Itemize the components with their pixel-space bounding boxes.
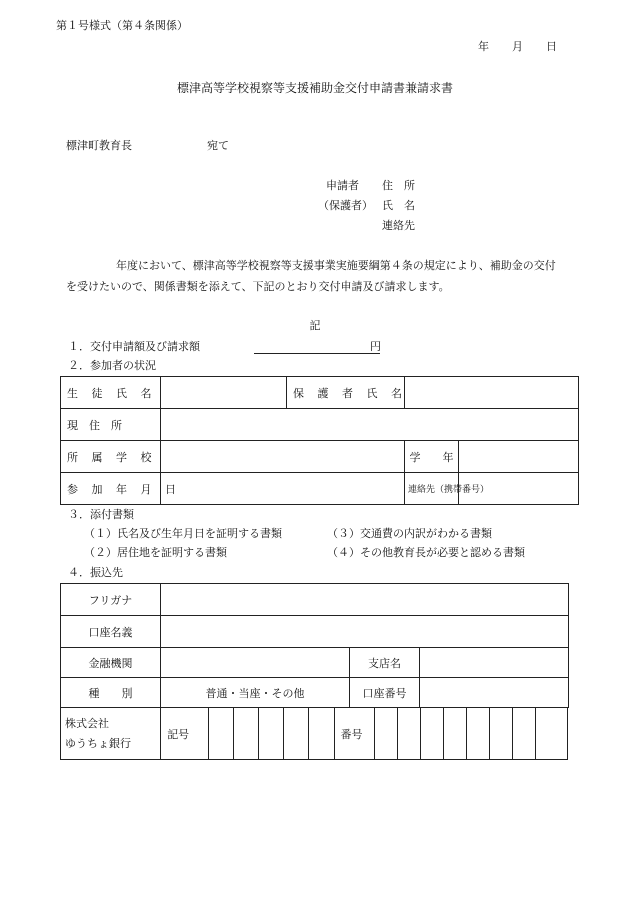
symbol-digit[interactable] (259, 708, 284, 760)
school-field[interactable] (161, 441, 405, 473)
document-title: 標津高等学校視察等支援補助金交付申請書兼請求書 (176, 81, 453, 95)
body-line-2: を受けたいので、関係書類を添えて、下記のとおり交付申請及び請求します。 (66, 280, 450, 293)
amount-unit: 円 (370, 340, 381, 353)
student-name-field[interactable] (161, 377, 287, 409)
number-digit[interactable] (512, 708, 535, 760)
number-digit[interactable] (443, 708, 466, 760)
number-digit[interactable] (489, 708, 512, 760)
yucho-table (60, 707, 568, 760)
attachment-item-3: （３）交通費の内訳がわかる書類 (327, 527, 492, 540)
school-label: 所 属 学 校 (61, 441, 161, 473)
addressee-name: 標津町教育長 (66, 139, 132, 152)
amount-underline (254, 353, 380, 354)
furigana-label: フリガナ (61, 584, 161, 616)
yucho-line-2: ゆうちょ銀行 (65, 736, 131, 750)
visit-date-field[interactable] (161, 473, 405, 505)
section4-label: ４．振込先 (68, 566, 123, 579)
applicant-contact-label: 連絡先 (382, 219, 415, 232)
number-digit[interactable] (466, 708, 489, 760)
grade-label: 学 年 (405, 441, 459, 473)
yucho-bank-label (61, 708, 161, 760)
symbol-digit[interactable] (209, 708, 234, 760)
section2-label: ２．参加者の状況 (68, 359, 156, 372)
section3-label: ３．添付書類 (68, 508, 134, 521)
date-day: 日 (546, 40, 557, 53)
number-digit[interactable] (397, 708, 420, 760)
grade-field[interactable] (459, 441, 579, 473)
symbol-label: 記号 (161, 708, 209, 760)
date-year: 年 (478, 40, 489, 53)
guardian-name-label: 保 護 者 氏 名 (287, 377, 405, 409)
number-label: 番号 (334, 708, 374, 760)
form-number-label: 第１号様式（第４条関係） (56, 19, 188, 32)
account-type-label: 種 別 (61, 678, 161, 708)
attachment-item-4: （４）その他教育長が必要と認める書類 (327, 546, 525, 559)
applicant-role-note: （保護者） (318, 199, 373, 212)
contact-label: 連絡先（携帯番号） (405, 473, 459, 505)
applicant-address-label: 住 所 (382, 179, 415, 192)
ki-heading: 記 (309, 319, 321, 332)
account-number-field[interactable] (420, 678, 569, 708)
bank-table (60, 583, 569, 708)
student-name-label: 生 徒 氏 名 (61, 377, 161, 409)
number-digit[interactable] (374, 708, 397, 760)
body-line-1: 年度において、標津高等学校視察等支援事業実施要綱第４条の規定により、補助金の交付 (116, 259, 556, 272)
symbol-digit[interactable] (234, 708, 259, 760)
yucho-line-1: 株式会社 (65, 716, 109, 730)
bank-label: 金融機関 (61, 648, 161, 678)
visit-date-label: 参 加 年 月 日 (61, 473, 161, 505)
account-name-field[interactable] (161, 616, 569, 648)
date-month: 月 (512, 40, 523, 53)
furigana-field[interactable] (161, 584, 569, 616)
branch-label: 支店名 (350, 648, 420, 678)
attachment-item-1: （１）氏名及び生年月日を証明する書類 (84, 527, 282, 540)
applicant-name-label: 氏 名 (382, 199, 415, 212)
bank-field[interactable] (161, 648, 350, 678)
account-number-label: 口座番号 (350, 678, 420, 708)
symbol-digit[interactable] (284, 708, 309, 760)
section1-label: １．交付申請額及び請求額 (68, 340, 200, 353)
account-name-label: 口座名義 (61, 616, 161, 648)
guardian-name-field[interactable] (405, 377, 579, 409)
branch-field[interactable] (420, 648, 569, 678)
account-type-options[interactable]: 普通・当座・その他 (161, 678, 350, 708)
address-label: 現 住 所 (61, 409, 161, 441)
number-digit[interactable] (420, 708, 443, 760)
number-digit[interactable] (535, 708, 567, 760)
addressee-suffix: 宛て (207, 139, 229, 152)
applicant-role: 申請者 (326, 179, 359, 192)
symbol-digit[interactable] (309, 708, 334, 760)
participant-table (60, 376, 579, 505)
attachment-item-2: （２）居住地を証明する書類 (84, 546, 227, 559)
address-field[interactable] (161, 409, 579, 441)
